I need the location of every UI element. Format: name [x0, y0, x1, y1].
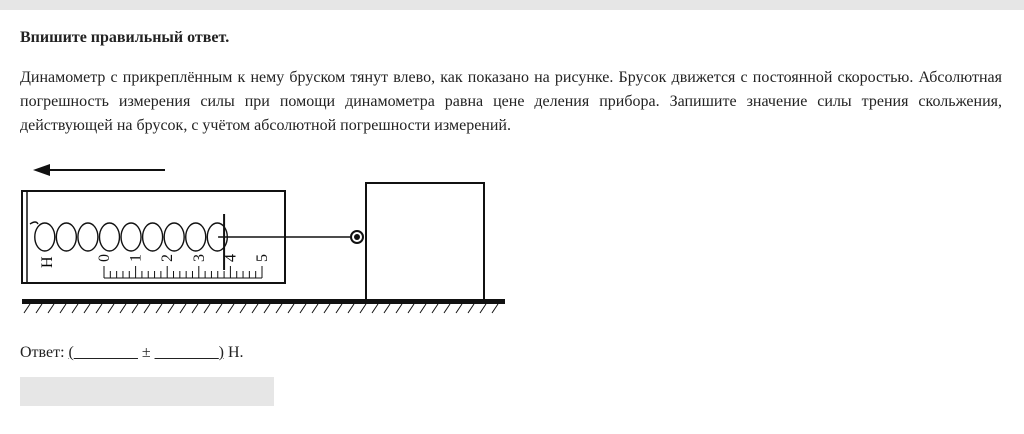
scale-label: 3 — [190, 254, 208, 262]
task-instruction: Впишите правильный ответ. — [20, 29, 230, 46]
hatch-line — [24, 304, 30, 313]
hatch-line — [108, 304, 114, 313]
scale-unit-label: Н — [39, 256, 56, 268]
hatch-line — [276, 304, 282, 313]
hatch-line — [72, 304, 78, 313]
hatch-line — [336, 304, 342, 313]
hatch-line — [132, 304, 138, 313]
scale-label: 1 — [127, 254, 145, 262]
hatch-line — [96, 304, 102, 313]
error-blank-group — [155, 344, 224, 361]
hatch-line — [420, 304, 426, 313]
hatch-line — [60, 304, 66, 313]
hatch-line — [264, 304, 270, 313]
hatch-line — [204, 304, 210, 313]
hatch-line — [444, 304, 450, 313]
hatch-line — [492, 304, 498, 313]
spring-coil — [121, 223, 141, 251]
hatch-line — [180, 304, 186, 313]
hatch-line — [456, 304, 462, 313]
hatch-line — [372, 304, 378, 313]
hatch-line — [324, 304, 330, 313]
close-paren: ) — [218, 344, 224, 361]
hatch-line — [288, 304, 294, 313]
scale-label: 2 — [159, 254, 177, 262]
answer-unit: Н. — [227, 344, 244, 361]
spring-coil — [143, 223, 163, 251]
spring-coil — [164, 223, 184, 251]
hatch-line — [252, 304, 258, 313]
hatch-line — [36, 304, 42, 313]
dynamometer — [22, 191, 363, 283]
hatch-line — [384, 304, 390, 313]
hatch-line — [144, 304, 150, 313]
top-bar — [0, 0, 1024, 10]
hatch-line — [192, 304, 198, 313]
spring-coil — [186, 223, 206, 251]
hatch-line — [408, 304, 414, 313]
hatch-line — [216, 304, 222, 313]
spring-coil — [56, 223, 76, 251]
hatch-line — [432, 304, 438, 313]
answer-label: Ответ: — [20, 344, 65, 361]
table-surface — [22, 299, 505, 313]
answer-blank-group — [69, 344, 138, 361]
hatch-line — [300, 304, 306, 313]
spring-coil — [35, 223, 55, 251]
dynamometer-scale — [96, 254, 271, 278]
spring — [30, 222, 227, 251]
open-paren: ( — [68, 344, 74, 361]
hatch-line — [240, 304, 246, 313]
hatch-line — [360, 304, 366, 313]
spring-coil — [78, 223, 98, 251]
hatch-line — [396, 304, 402, 313]
answer-row — [20, 344, 244, 362]
question-text: Динамометр с прикреплённым к нему бруском тянут влево, как показано на рисунке. Брусок движется с постоянной скоростью. Абсолютная погрешность измерения силы при помощи динамометра равна цене деления прибора. Запишите значение силы трения скольжения, действующей на брусок, с учётом абсолютной погрешности измерений. — [20, 69, 1002, 134]
dynamometer-figure — [0, 150, 520, 325]
hatch-line — [156, 304, 162, 313]
hatch-line — [480, 304, 486, 313]
hatch-line — [468, 304, 474, 313]
wooden-block — [366, 183, 484, 301]
dynamometer-diagram — [0, 150, 520, 320]
value-blank: ________ — [73, 344, 138, 361]
hatch-line — [48, 304, 54, 313]
pull-direction-arrow-icon — [33, 164, 165, 176]
hatch-line — [168, 304, 174, 313]
plus-minus-sign: ± — [141, 344, 151, 361]
scale-label: 5 — [254, 254, 271, 262]
hatch-line — [228, 304, 234, 313]
scale-label: 0 — [96, 254, 113, 262]
hatch-line — [348, 304, 354, 313]
spring-coil — [99, 223, 119, 251]
hatch-line — [84, 304, 90, 313]
error-blank: ________ — [154, 344, 219, 361]
scale-label: 4 — [222, 254, 240, 262]
hatch-line — [120, 304, 126, 313]
hatch-line — [312, 304, 318, 313]
answer-input[interactable] — [20, 377, 274, 406]
